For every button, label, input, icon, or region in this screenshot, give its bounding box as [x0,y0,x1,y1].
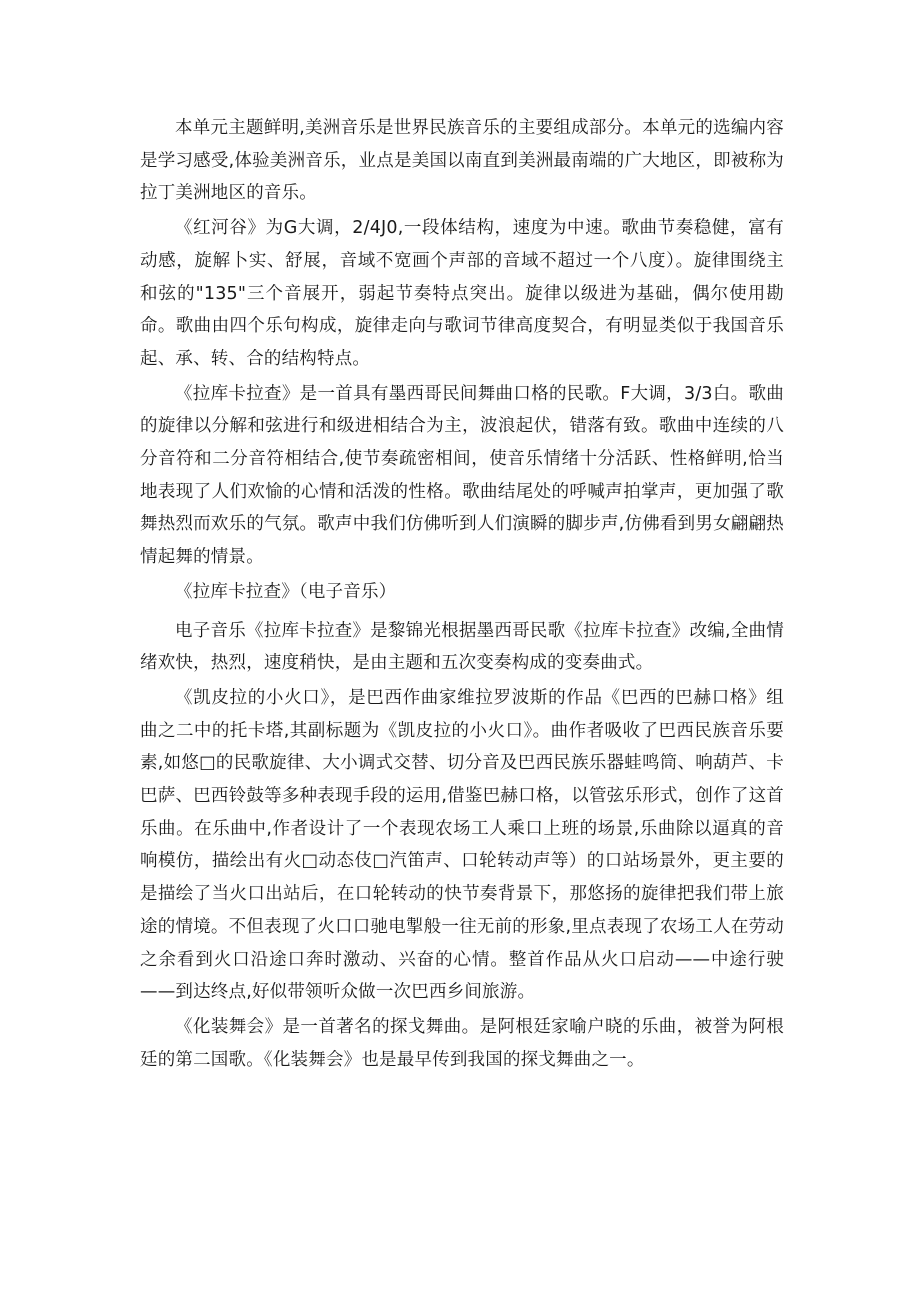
paragraph-la-cucaracha: 《拉库卡拉查》是一首具有墨西哥民间舞曲口格的民歌。F大调，3/3白。歌曲的旋律以分解和弦进行和级进相结合为主，波浪起伏，错落有致。歌曲中连续的八分音符和二分音符相结合,使节奏疏密相间，使音乐情绪十分活跃、性格鲜明,恰当地表现了人们欢愉的心情和活泼的性格。歌曲结尾处的呼喊声拍掌声，更加强了歌舞热烈而欢乐的气氛。歌声中我们仿佛听到人们演瞬的脚步声,仿佛看到男女翩翩热情起舞的情景。 [140,383,784,568]
subheading-electronic-music: 《拉库卡拉查》（电子音乐） [175,581,397,602]
paragraph-electronic-la-cucaracha: 电子音乐《拉库卡拉查》是黎锦光根据墨西哥民歌《拉库卡拉查》改编,全曲情绪欢快，热烈，速度稍快，是由主题和五次变奏构成的变奏曲式。 [140,620,784,674]
paragraph-red-river-valley: 《红河谷》为G大调，2/4J0,一段体结构，速度为中速。歌曲节奏稳健，富有动感，旋解卜实、舒展，音域不宽画个声部的音域不超过一个八度）。旋律围绕主和弦的"135"三个音展开，弱起节奏特点突出。旋律以级进为基础，偶尔使用勘命。歌曲由四个乐句构成，旋律走向与歌词节律高度契合，有明显类似于我国音乐起、承、转、合的结构特点。 [140,218,784,369]
paragraph-unit-intro: 本单元主题鲜明,美洲音乐是世界民族音乐的主要组成部分。本单元的选编内容是学习感受,体验美洲音乐，业点是美国以南直到美洲最南端的广大地区，即被称为拉丁美洲地区的音乐。 [140,118,784,204]
paragraph-little-train: 《凯皮拉的小火口》，是巴西作曲家维拉罗波斯的作品《巴西的巴赫口格》组曲之二中的托卡塔,其副标题为《凯皮拉的小火口》。曲作者吸收了巴西民族音乐要素,如悠□的民歌旋律、大小调式交替、切分音及巴西民族乐器蛙鸣筒、响葫芦、卡巴萨、巴西铃鼓等多种表现手段的运用,借鉴巴赫口格，以管弦乐形式，创作了这首乐曲。在乐曲中,作者设计了一个表现农场工人乘口上班的场景,乐曲除以逼真的音响模仿，描绘出有火□动态伎□汽笛声、口轮转动声等）的口站场景外，更主要的是描绘了当火口出站后，在口轮转动的快节奏背景下，那悠扬的旋律把我们带上旅途的情境。不但表现了火口口驰电掣般一往无前的形象,里点表现了农场工人在劳动之余看到火口沿途口奔时激动、兴奋的心情。整首作品从火口启动——中途行驶——到达终点,好似带领听众做一次巴西乡间旅游。 [140,687,784,1003]
paragraph-la-cumparsita: 《化装舞会》是一首著名的探戈舞曲。是阿根廷家喻户晓的乐曲，被誉为阿根廷的第二国歌。《化装舞会》也是最早传到我国的探戈舞曲之一。 [140,1016,784,1070]
document-body [140,112,784,1078]
